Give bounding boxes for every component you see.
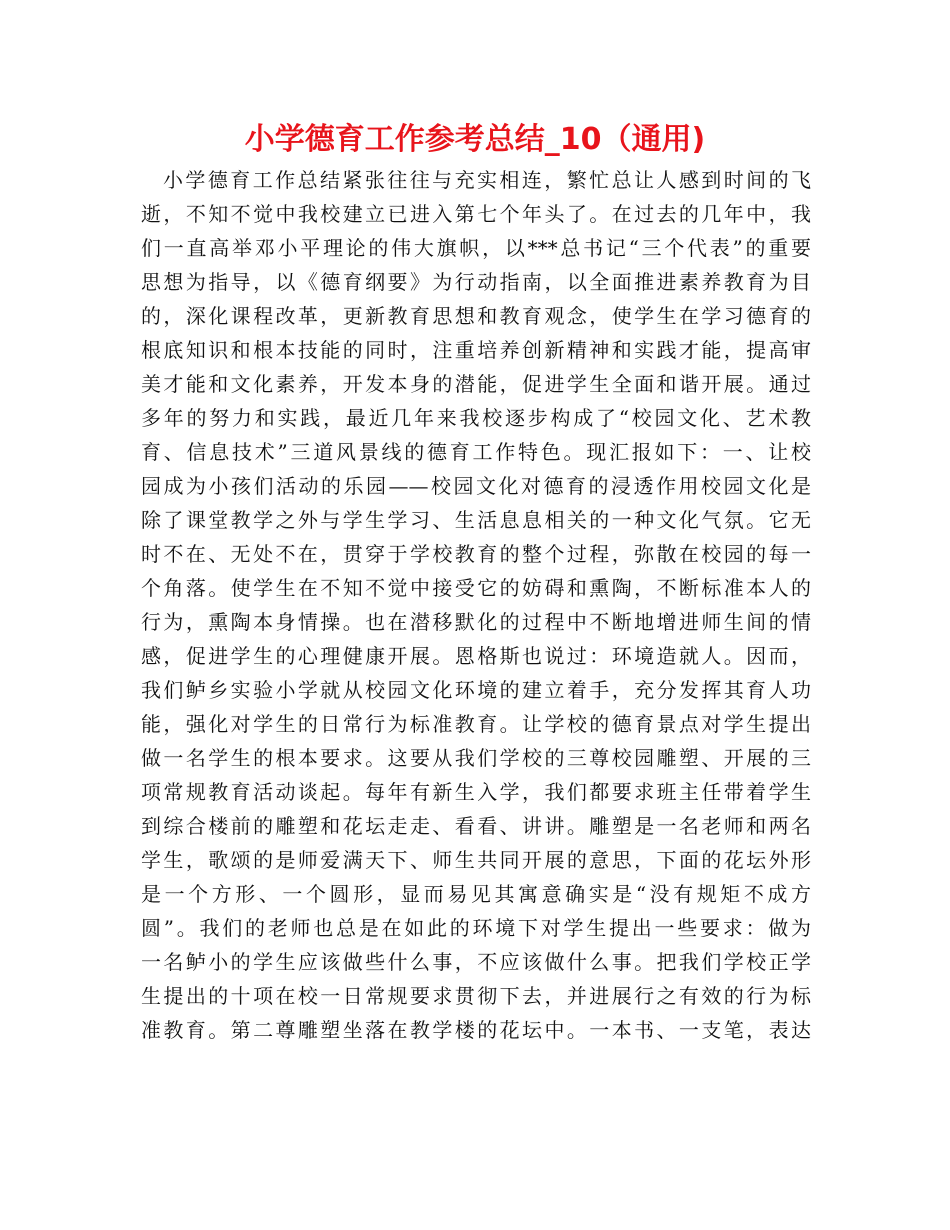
- paragraph-line: 小学德育工作总结紧张往往与充实相连，繁忙总让人感到时间的飞: [163, 168, 811, 192]
- paragraph-line: 感，促进学生的心理健康开展。恩格斯也说过：环境造就人。因而，: [141, 644, 811, 668]
- paragraph-line: 做一名学生的根本要求。这要从我们学校的三尊校园雕塑、开展的三: [141, 746, 811, 770]
- paragraph-line: 行为，熏陶本身情操。也在潜移默化的过程中不断地增进师生间的情: [141, 610, 811, 634]
- paragraph-line: 园成为小孩们活动的乐园——校园文化对德育的浸透作用校园文化是: [141, 474, 811, 498]
- paragraph-line: 我们鲈乡实验小学就从校园文化环境的建立着手，充分发挥其育人功: [141, 678, 811, 702]
- paragraph-line: 项常规教育活动谈起。每年有新生入学，我们都要求班主任带着学生: [141, 780, 811, 804]
- paragraph-line: 们一直高举邓小平理论的伟大旗帜，以***总书记“三个代表”的重要: [141, 236, 811, 260]
- paragraph-line: 除了课堂教学之外与学生学习、生活息息相关的一种文化气氛。它无: [141, 508, 811, 532]
- paragraph-line: 是一个方形、一个圆形，显而易见其寓意确实是“没有规矩不成方: [141, 882, 811, 906]
- document-title: 小学德育工作参考总结_10（通用): [244, 122, 706, 157]
- paragraph-line: 一名鲈小的学生应该做些什么事，不应该做什么事。把我们学校正学: [141, 950, 811, 974]
- paragraph-line: 的，深化课程改革，更新教育思想和教育观念，使学生在学习德育的: [141, 304, 811, 328]
- paragraph-line: 个角落。使学生在不知不觉中接受它的妨碍和熏陶，不断标准本人的: [141, 576, 811, 600]
- document-body: [141, 163, 811, 1047]
- paragraph-line: 美才能和文化素养，开发本身的潜能，促进学生全面和谐开展。通过: [141, 372, 811, 396]
- paragraph-line: 学生，歌颂的是师爱满天下、师生共同开展的意思，下面的花坛外形: [141, 848, 811, 872]
- paragraph-line: 根底知识和根本技能的同时，注重培养创新精神和实践才能，提高审: [141, 338, 811, 362]
- paragraph-line: 圆”。我们的老师也总是在如此的环境下对学生提出一些要求：做为: [141, 916, 811, 940]
- paragraph-line: 育、信息技术”三道风景线的德育工作特色。现汇报如下：一、让校: [141, 440, 811, 464]
- paragraph-line: 准教育。第二尊雕塑坐落在教学楼的花坛中。一本书、一支笔，表达: [141, 1018, 811, 1042]
- paragraph-line: 生提出的十项在校一日常规要求贯彻下去，并进展行之有效的行为标: [141, 984, 811, 1008]
- paragraph-line: 能，强化对学生的日常行为标准教育。让学校的德育景点对学生提出: [141, 712, 811, 736]
- paragraph-line: 时不在、无处不在，贯穿于学校教育的整个过程，弥散在校园的每一: [141, 542, 811, 566]
- paragraph-line: 到综合楼前的雕塑和花坛走走、看看、讲讲。雕塑是一名老师和两名: [141, 814, 811, 838]
- paragraph-line: 逝，不知不觉中我校建立已进入第七个年头了。在过去的几年中，我: [141, 202, 811, 226]
- paragraph-line: 思想为指导，以《德育纲要》为行动指南，以全面推进素养教育为目: [141, 270, 811, 294]
- paragraph-line: 多年的努力和实践，最近几年来我校逐步构成了“校园文化、艺术教: [141, 406, 811, 430]
